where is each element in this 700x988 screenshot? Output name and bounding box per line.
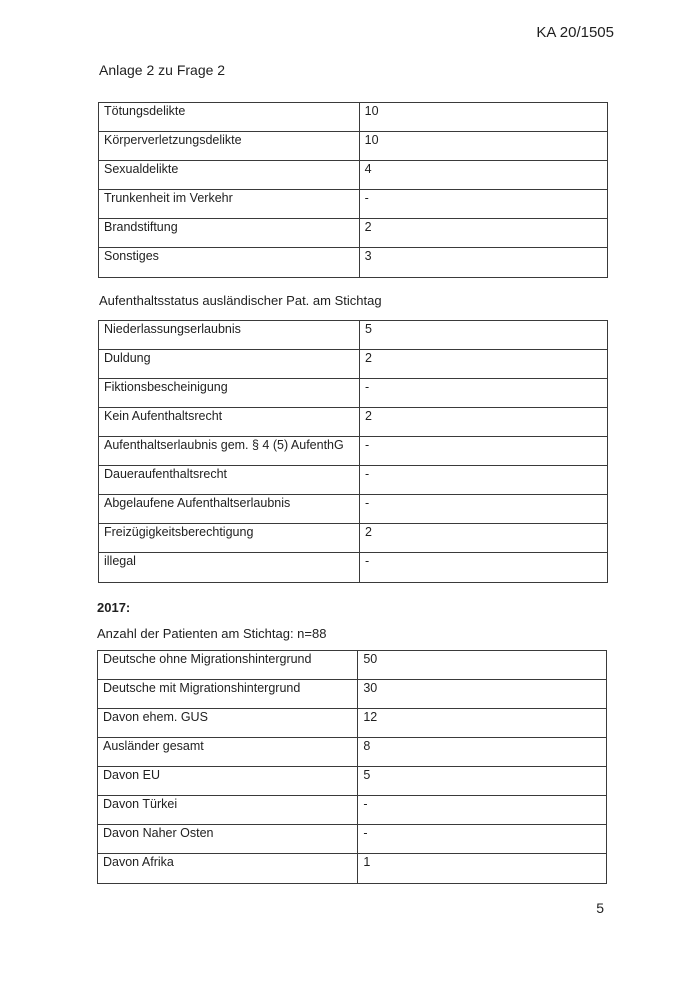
table-row xyxy=(98,738,607,767)
table-row xyxy=(98,651,607,680)
table-row xyxy=(99,379,608,408)
row-value: 12 xyxy=(358,709,607,738)
patient-origin-table xyxy=(97,650,607,884)
row-label: Körperverletzungsdelikte xyxy=(99,132,360,161)
row-value: 3 xyxy=(359,248,607,278)
page-number: 5 xyxy=(596,900,604,916)
table-row xyxy=(99,321,608,350)
row-label: Niederlassungserlaubnis xyxy=(99,321,360,350)
table-row xyxy=(99,132,608,161)
row-label: Ausländer gesamt xyxy=(98,738,358,767)
row-label: Daueraufenthaltsrecht xyxy=(99,466,360,495)
row-label: Freizügigkeitsberechtigung xyxy=(99,524,360,553)
table-row xyxy=(99,103,608,132)
table-row xyxy=(98,854,607,884)
residence-status-caption: Aufenthaltsstatus ausländischer Pat. am Stichtag xyxy=(99,293,382,308)
offenses-table xyxy=(98,102,608,278)
row-label: illegal xyxy=(99,553,360,583)
row-value: - xyxy=(359,190,607,219)
residence-status-table xyxy=(98,320,608,583)
row-value: 50 xyxy=(358,651,607,680)
row-label: Davon ehem. GUS xyxy=(98,709,358,738)
row-value: 2 xyxy=(359,408,607,437)
row-value: 2 xyxy=(359,524,607,553)
row-label: Brandstiftung xyxy=(99,219,360,248)
table-row xyxy=(99,350,608,379)
table-row xyxy=(99,248,608,278)
row-value: - xyxy=(359,495,607,524)
table-row xyxy=(99,219,608,248)
row-label: Davon EU xyxy=(98,767,358,796)
row-value: 30 xyxy=(358,680,607,709)
row-value: 1 xyxy=(358,854,607,884)
row-value: - xyxy=(359,466,607,495)
row-value: 2 xyxy=(359,350,607,379)
row-value: - xyxy=(358,796,607,825)
table-row xyxy=(99,408,608,437)
row-label: Davon Afrika xyxy=(98,854,358,884)
row-value: 10 xyxy=(359,103,607,132)
row-value: 8 xyxy=(358,738,607,767)
table-row xyxy=(98,796,607,825)
row-value: 2 xyxy=(359,219,607,248)
row-label: Kein Aufenthaltsrecht xyxy=(99,408,360,437)
table-row xyxy=(99,161,608,190)
table-row xyxy=(98,680,607,709)
row-label: Davon Türkei xyxy=(98,796,358,825)
row-label: Sonstiges xyxy=(99,248,360,278)
row-value: - xyxy=(359,379,607,408)
row-value: 10 xyxy=(359,132,607,161)
table-row xyxy=(99,495,608,524)
table-row xyxy=(98,709,607,738)
table-row xyxy=(99,524,608,553)
row-label: Sexualdelikte xyxy=(99,161,360,190)
annex-caption: Anlage 2 zu Frage 2 xyxy=(99,62,226,78)
table-row xyxy=(98,767,607,796)
table-row xyxy=(98,825,607,854)
row-value: - xyxy=(358,825,607,854)
row-label: Deutsche mit Migrationshintergrund xyxy=(98,680,358,709)
table-row xyxy=(99,466,608,495)
table-row xyxy=(99,437,608,466)
table-row xyxy=(99,190,608,219)
document-id: KA 20/1505 xyxy=(536,24,614,41)
row-label: Davon Naher Osten xyxy=(98,825,358,854)
row-label: Duldung xyxy=(99,350,360,379)
row-label: Tötungsdelikte xyxy=(99,103,360,132)
year-heading: 2017: xyxy=(97,600,131,615)
table-row xyxy=(99,553,608,583)
row-label: Abgelaufene Aufenthaltserlaubnis xyxy=(99,495,360,524)
row-value: 4 xyxy=(359,161,607,190)
row-value: - xyxy=(359,437,607,466)
row-label: Fiktionsbescheinigung xyxy=(99,379,360,408)
patient-count-caption: Anzahl der Patienten am Stichtag: n=88 xyxy=(97,626,327,641)
row-label: Trunkenheit im Verkehr xyxy=(99,190,360,219)
row-value: - xyxy=(359,553,607,583)
row-label: Deutsche ohne Migrationshintergrund xyxy=(98,651,358,680)
row-value: 5 xyxy=(359,321,607,350)
row-value: 5 xyxy=(358,767,607,796)
row-label: Aufenthaltserlaubnis gem. § 4 (5) AufenthG xyxy=(99,437,360,466)
